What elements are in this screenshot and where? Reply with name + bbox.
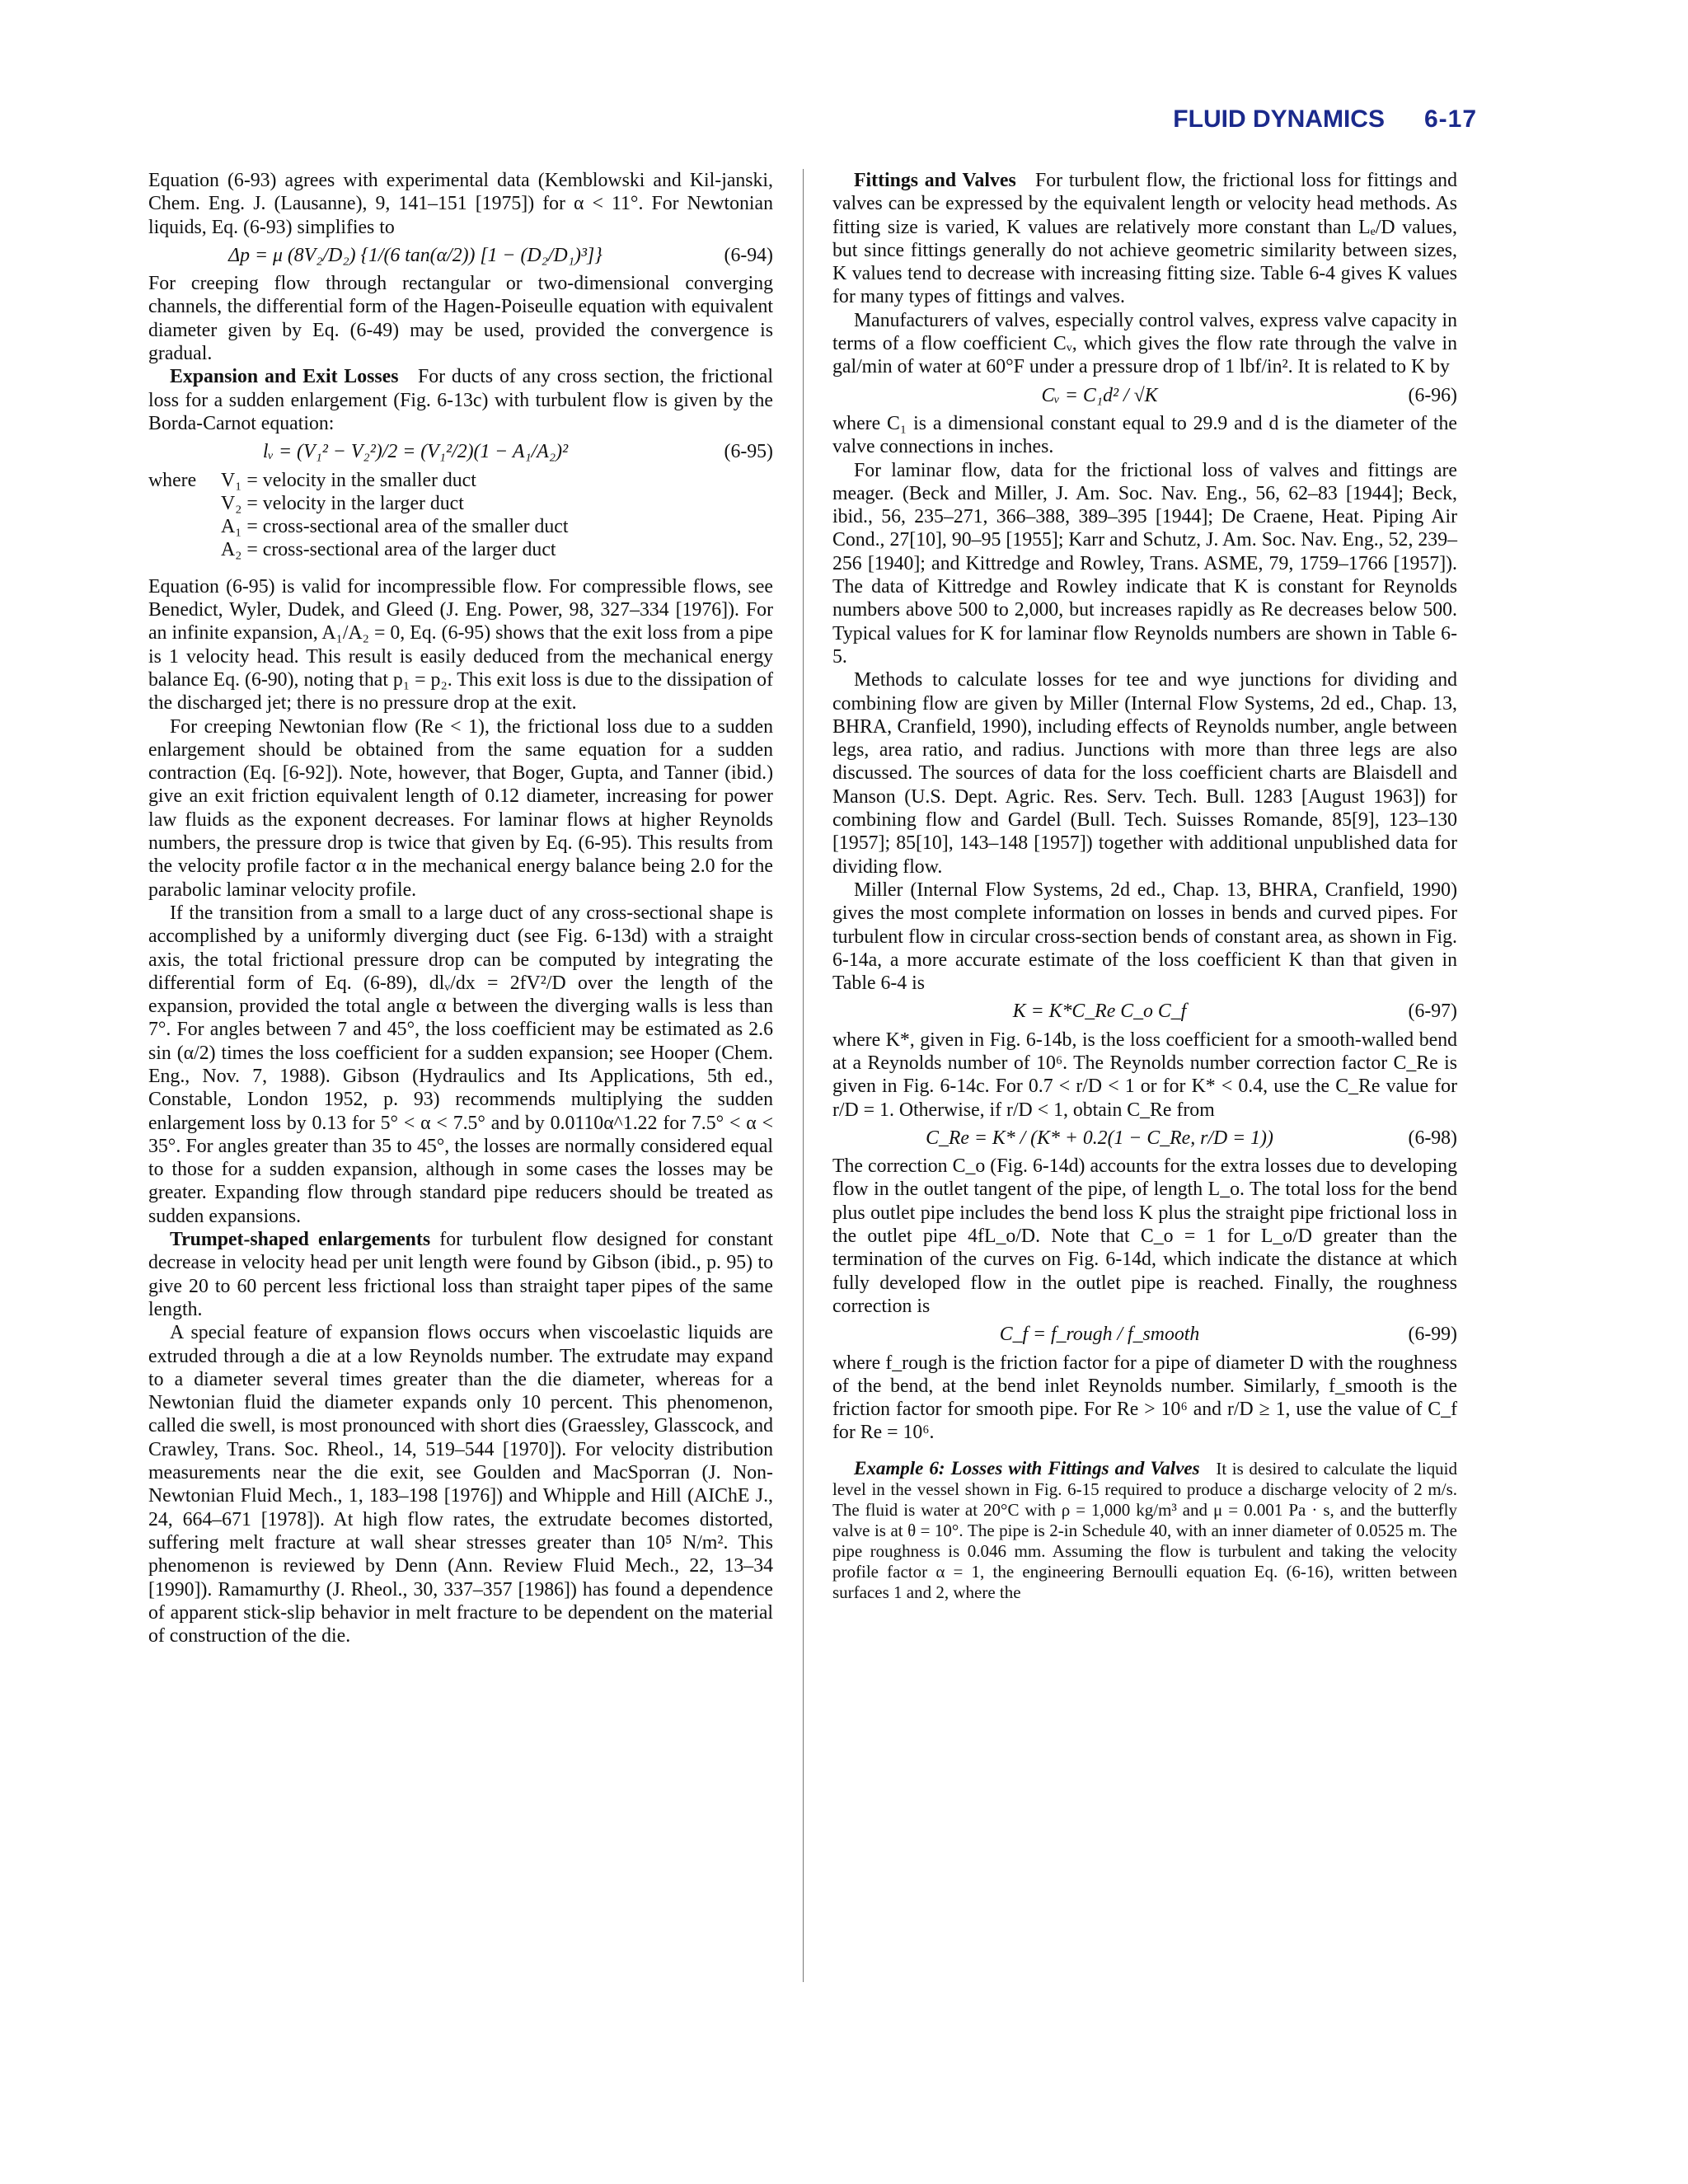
where-label: where — [148, 469, 197, 491]
section-title: FLUID DYNAMICS — [1173, 105, 1385, 133]
equation-number: (6-96) — [1408, 384, 1457, 406]
paragraph-text: for turbulent flow designed for constant decrease in velocity head per unit length were found by Gibson (ibid., p. 95) to give 20 to 60 percent less frictional loss than straight taper pipes of the same length. — [148, 1229, 773, 1320]
example-title: Example 6: Losses with Fittings and Valves — [854, 1457, 1200, 1479]
paragraph: where C₁ is a dimensional constant equal to 29.9 and d is the diameter of the valve connections in inches. — [832, 412, 1457, 458]
equation-expression: Cᵥ = C₁d² / √K — [1041, 384, 1158, 406]
paragraph: For creeping Newtonian flow (Re < 1), the frictional loss due to a sudden enlargement should be obtained from the same equation for a sudden contraction (Eq. [6-92]). Note, however, that Boger, Gupta, and Tanner (ibid.) give an exit friction equivalent length of 0.12 diameter, increasing for power law fluids as the exponent decreases. For laminar flows at higher Reynolds numbers, the pressure drop is twice that given by Eq. (6-95). This results from the velocity profile factor α in the mechanical energy balance being 2.0 for the parabolic laminar velocity profile. — [148, 715, 773, 901]
definition: A₁ = cross-sectional area of the smaller duct — [221, 516, 569, 538]
run-in-heading: Trumpet-shaped enlargements — [170, 1229, 431, 1251]
paragraph-text: For ducts of any cross section, the frictional loss for a sudden enlargement (Fig. 6-13c) with turbulent flow is given by the Borda-Carnot equation: — [148, 366, 773, 434]
run-in-heading: Fittings and Valves — [854, 170, 1016, 191]
equation-6-94 — [148, 244, 773, 267]
paragraph: where f_rough is the friction factor for a pipe of diameter D with the roughness of the bend, at the bend inlet Reynolds number. Similarly, f_smooth is the friction factor for smooth pipe. For Re > 10⁶ and r/D ≥ 1, use the value of C_f for Re = 10⁶. — [832, 1352, 1457, 1444]
equation-6-97 — [832, 1000, 1457, 1023]
variable-definitions — [148, 469, 773, 562]
paragraph: Methods to calculate losses for tee and wye junctions for dividing and combining flow are given by Miller (Internal Flow Systems, 2d ed., Chap. 13, BHRA, Cranfield, 1990), including effects of Reynolds number, angle between legs, area ratio, and radius. Junctions with more than three legs are also discussed. The sources of data for the loss coefficient charts are Blaisdell and Manson (U.S. Dept. Agric. Res. Serv. Tech. Bull. 1283 [August 1963]) for combining flow and Gardel (Bull. Tech. Suisses Romande, 85[9], 123–130 [1957]; 85[10], 143–148 [1957]) together with additional unpublished data for dividing flow. — [832, 669, 1457, 878]
column-divider — [803, 169, 804, 1982]
paragraph — [148, 1228, 773, 1321]
example-6 — [832, 1458, 1457, 1603]
run-in-heading: Expansion and Exit Losses — [170, 366, 399, 388]
equation-number: (6-98) — [1408, 1127, 1457, 1149]
equation-number: (6-94) — [724, 244, 773, 266]
paragraph: Equation (6-93) agrees with experimental data (Kemblowski and Kil-janski, Chem. Eng. J. (Lausanne), 9, 141–151 [1975]) for α < 11°. For Newtonian liquids, Eq. (6-93) simplifies to — [148, 170, 773, 238]
equation-6-99 — [832, 1323, 1457, 1346]
running-header — [1173, 105, 1477, 134]
equation-number: (6-95) — [724, 441, 773, 463]
equation-number: (6-99) — [1408, 1324, 1457, 1346]
equation-6-95 — [148, 440, 773, 463]
definition: A₂ = cross-sectional area of the larger duct — [221, 539, 556, 561]
equation-expression: lᵥ = (V₁² − V₂²)/2 = (V₁²/2)(1 − A₁/A₂)² — [262, 441, 569, 463]
paragraph: Equation (6-95) is valid for incompressible flow. For compressible flows, see Benedict, Wyler, Dudek, and Gleed (J. Eng. Power, 98, 327–334 [1976]). For an infinite expansion, A₁/A₂ = 0, Eq. (6-95) shows that the exit loss from a pipe is 1 velocity head. This result is easily deduced from the mechanical energy balance Eq. (6-90), noting that p₁ = p₂. This exit loss is due to the dissipation of the discharged jet; there is no pressure drop at the exit. — [148, 575, 773, 715]
paragraph: The correction C_o (Fig. 6-14d) accounts for the extra losses due to developing flow in the outlet tangent of the pipe, of length L_o. The total loss for the bend plus outlet pipe includes the bend loss K plus the straight pipe frictional loss in the outlet pipe 4fL_o/D. Note that C_o = 1 for L_o/D greater than the termination of the curves on Fig. 6-14d, which indicate the distance at which fully developed flow in the outlet pipe is reached. Finally, the roughness correction is — [832, 1155, 1457, 1317]
paragraph: For laminar flow, data for the frictional loss of valves and fittings are meager. (Beck and Miller, J. Am. Soc. Nav. Eng., 56, 62–83 [1944]; Beck, ibid., 56, 235–271, 366–388, 389–395 [1944]; De Craene, Heat. Piping Air Cond., 27[10], 90–95 [1955]; Karr and Schutz, J. Am. Soc. Nav. Eng., 52, 239–256 [1940]; and Kittredge and Rowley, Trans. ASME, 79, 1759–1766 [1957]). The data of Kittredge and Rowley indicate that K is constant for Reynolds numbers above 500 to 2,000, but increases rapidly as Re decreases below 500. Typical values for K for laminar flow Reynolds numbers are shown in Table 6-5. — [832, 459, 1457, 668]
paragraph: where K*, given in Fig. 6-14b, is the loss coefficient for a smooth-walled bend at a Reynolds number of 10⁶. The Reynolds number correction factor C_Re is given in Fig. 6-14c. For 0.7 < r/D < 1 or for K* < 0.4, use the C_Re value for r/D = 1. Otherwise, if r/D < 1, obtain C_Re from — [832, 1029, 1457, 1121]
right-column — [832, 169, 1457, 1603]
paragraph: Manufacturers of valves, especially control valves, express valve capacity in terms of a flow coefficient Cᵥ, which gives the flow rate through the valve in gal/min of water at 60°F under a pressure drop of 1 lbf/in². It is related to K by — [832, 309, 1457, 378]
equation-expression: C_f = f_rough / f_smooth — [999, 1324, 1200, 1346]
definition: V₂ = velocity in the larger duct — [221, 492, 464, 514]
example-text: It is desired to calculate the liquid level in the vessel shown in Fig. 6-15 required to produce a discharge velocity of 2 m/s. The fluid is water at 20°C with ρ = 1,000 kg/m³ and μ = 0.001 Pa · s, and the butterfly valve is at θ = 10°. The pipe is 2-in Schedule 40, with an inner diameter of 0.0525 m. The pipe roughness is 0.046 mm. Assuming the flow is turbulent and taking the velocity profile factor α = 1, the engineering Bernoulli equation Eq. (6-16), written between surfaces 1 and 2, where the — [832, 1458, 1458, 1602]
paragraph: A special feature of expansion flows occurs when viscoelastic liquids are extruded through a die at a low Reynolds number. The extrudate may expand to a diameter several times greater than the die diameter, whereas for a Newtonian fluid the diameter expands only 10 percent. This phenomenon, called die swell, is most pronounced with short dies (Graessley, Glasscock, and Crawley, Trans. Soc. Rheol., 14, 519–544 [1970]). For velocity distribution measurements near the die exit, see Goulden and MacSporran (J. Non-Newtonian Fluid Mech., 1, 183–198 [1976]) and Whipple and Hill (AIChE J., 24, 664–671 [1978]). At high flow rates, the extrudate becomes distorted, suffering melt fracture at wall shear stresses greater than 10⁵ N/m². This phenomenon is reviewed by Denn (Ann. Review Fluid Mech., 22, 13–34 [1990]). Ramamurthy (J. Rheol., 30, 337–357 [1986]) has found a dependence of apparent stick-slip behavior in melt fracture to be dependent on the material of construction of the die. — [148, 1322, 773, 1647]
equation-expression: Δp = μ (8V₂/D₂) {1/(6 tan(α/2)) [1 − (D₂/D₁)³]} — [228, 244, 603, 266]
equation-6-96 — [832, 384, 1457, 407]
paragraph: If the transition from a small to a large duct of any cross-sectional shape is accomplished by a uniformly diverging duct (see Fig. 6-13d) with a straight axis, the total frictional pressure drop can be computed by integrating the differential form of Eq. (6-89), dlᵥ/dx = 2fV²/D over the length of the expansion, provided the total angle α between the diverging walls is less than 7°. For angles between 7 and 45°, the loss coefficient may be estimated as 2.6 sin (α/2) times the loss coefficient for a sudden expansion; see Hooper (Chem. Eng., Nov. 7, 1988). Gibson (Hydraulics and Its Applications, 5th ed., Constable, London 1952, p. 93) recommends multiplying the sudden enlargement loss by 0.13 for 5° < α < 7.5° and by 0.0110α^1.22 for 7.5° < α < 35°. For angles greater than 35 to 45°, the losses are normally considered equal to those for a sudden expansion, although in some cases the losses may be greater. Expanding flow through standard pipe reducers should be treated as sudden expansions. — [148, 902, 773, 1227]
paragraph — [148, 365, 773, 435]
left-column — [148, 169, 773, 1647]
definition: V₁ = velocity in the smaller duct — [221, 469, 476, 491]
page-number: 6-17 — [1423, 105, 1477, 133]
equation-expression: K = K*C_Re C_o C_f — [1012, 1001, 1187, 1023]
paragraph-text: For turbulent flow, the frictional loss for fittings and valves can be expressed by the equivalent length or velocity head methods. As fitting size is varied, K values are relatively more constant than Lₑ/D values, but since fittings generally do not achieve geometric similarity between sizes, K values tend to decrease with increasing fitting size. Table 6-4 gives K values for many types of fittings and valves. — [832, 170, 1457, 308]
equation-expression: C_Re = K* / (K* + 0.2(1 − C_Re, r/D = 1)) — [926, 1127, 1273, 1149]
paragraph: For creeping flow through rectangular or two-dimensional converging channels, the differential form of the Hagen-Poiseulle equation with equivalent diameter given by Eq. (6-49) may be used, provided the convergence is gradual. — [148, 273, 773, 365]
paragraph: Miller (Internal Flow Systems, 2d ed., Chap. 13, BHRA, Cranfield, 1990) gives the most complete information on losses in bends and curved pipes. For turbulent flow in circular cross-section bends of constant area, as shown in Fig. 6-14a, a more accurate estimate of the loss coefficient K than that given in Table 6-4 is — [832, 879, 1457, 995]
paragraph — [832, 169, 1457, 309]
equation-6-98 — [832, 1127, 1457, 1150]
equation-number: (6-97) — [1408, 1001, 1457, 1023]
